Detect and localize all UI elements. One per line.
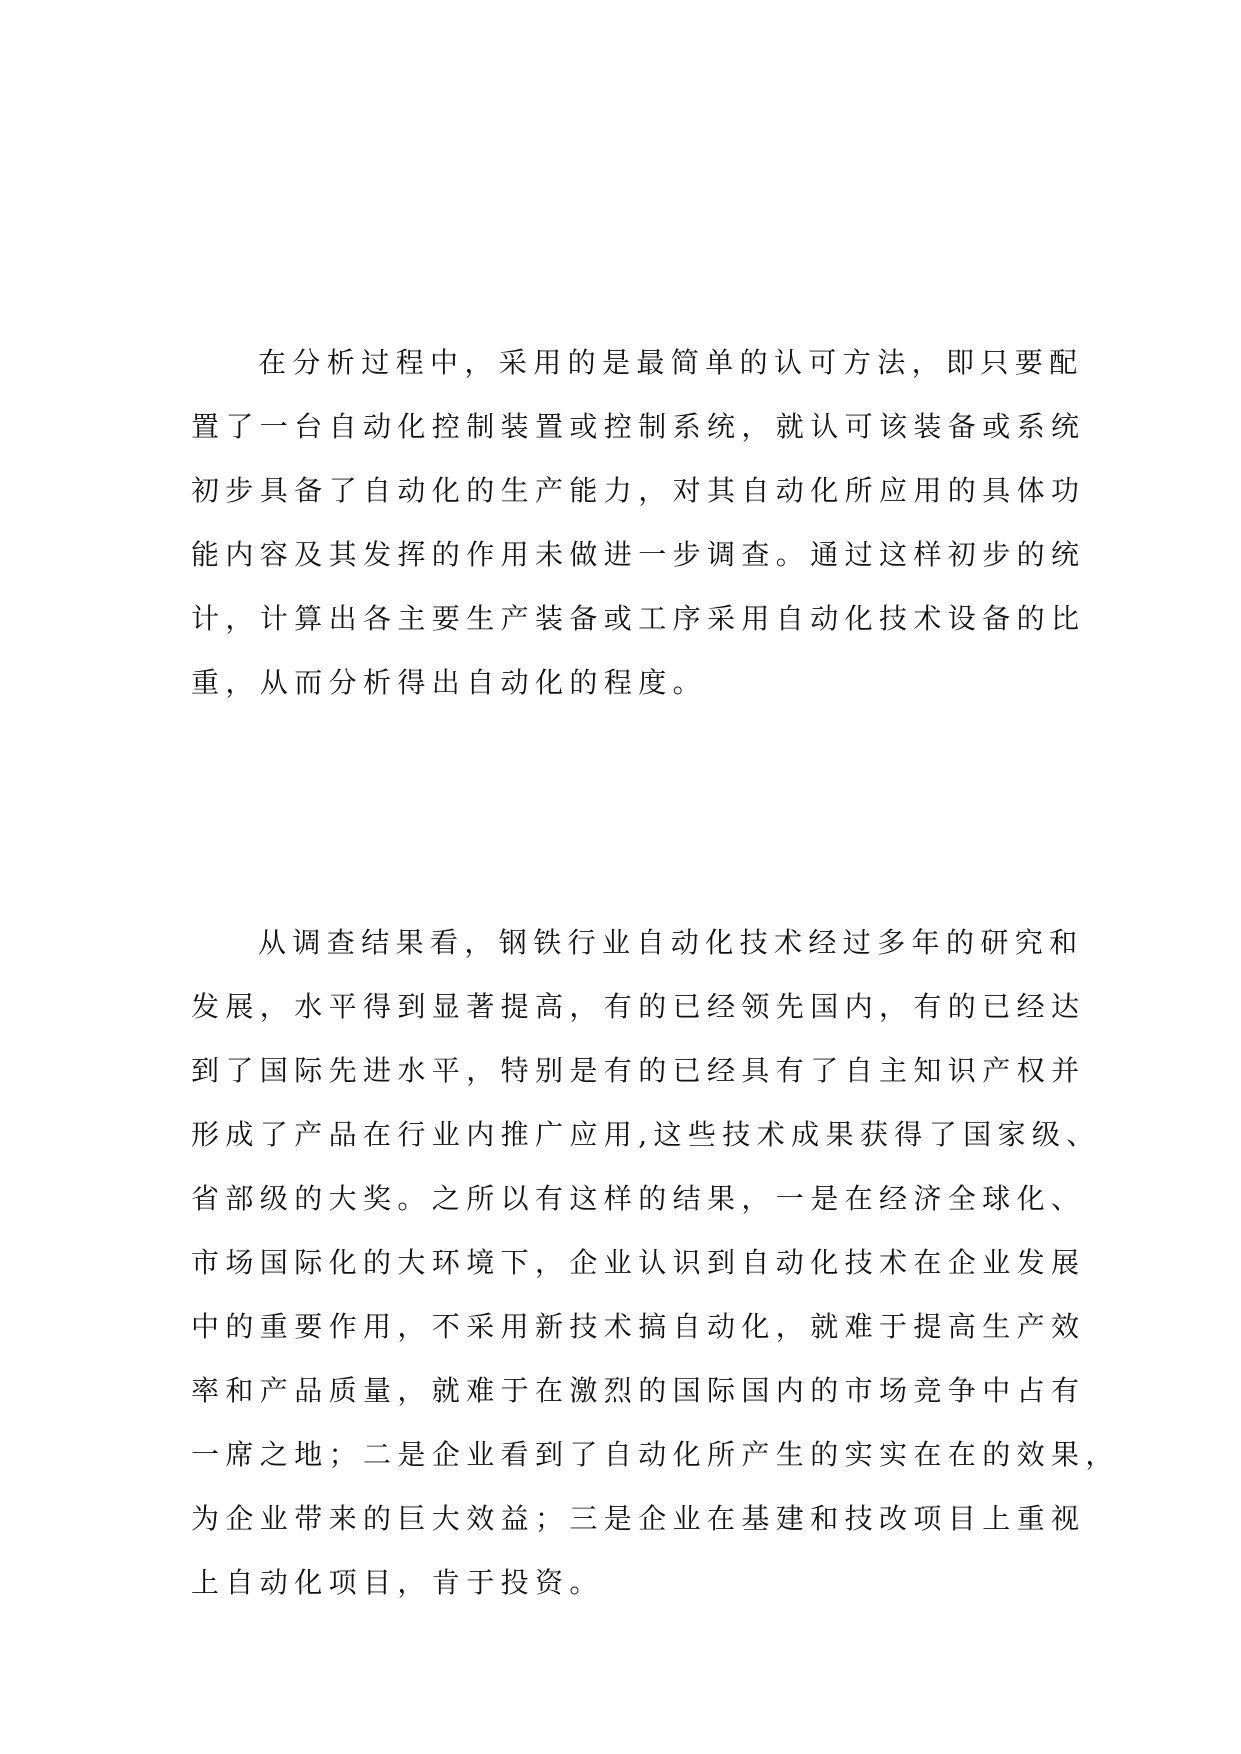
text-line: 能内容及其发挥的作用未做进一步调查。通过这样初步的统 — [191, 538, 1086, 571]
text-line: 计，计算出各主要生产装备或工序采用自动化技术设备的比 — [191, 602, 1086, 635]
text-line: 发展，水平得到显著提高，有的已经领先国内，有的已经达 — [191, 990, 1086, 1023]
text-line: 上自动化项目，肯于投资。 — [191, 1566, 604, 1599]
text-line: 从调查结果看，钢铁行业自动化技术经过多年的研究和 — [258, 926, 1084, 959]
text-line: 形成了产品在行业内推广应用,这些技术成果获得了国家级、 — [191, 1118, 1101, 1151]
text-line: 市场国际化的大环境下，企业认识到自动化技术在企业发展 — [191, 1246, 1086, 1279]
text-line: 省部级的大奖。之所以有这样的结果，一是在经济全球化、 — [191, 1182, 1086, 1215]
text-line: 为企业带来的巨大效益；三是企业在基建和技改项目上重视 — [191, 1502, 1086, 1535]
text-line: 一席之地；二是企业看到了自动化所产生的实实在在的效果， — [191, 1438, 1120, 1471]
text-line: 在分析过程中，采用的是最简单的认可方法，即只要配 — [258, 346, 1084, 379]
text-line: 初步具备了自动化的生产能力，对其自动化所应用的具体功 — [191, 474, 1086, 507]
text-line: 置了一台自动化控制装置或控制系统，就认可该装备或系统 — [191, 410, 1086, 443]
text-line: 重，从而分析得出自动化的程度。 — [191, 666, 708, 699]
paragraph-automation-method — [191, 331, 1085, 715]
paragraph-survey-results — [191, 911, 1120, 1615]
text-line: 到了国际先进水平，特别是有的已经具有了自主知识产权并 — [191, 1054, 1086, 1087]
text-line: 率和产品质量，就难于在激烈的国际国内的市场竞争中占有 — [191, 1374, 1086, 1407]
text-line: 中的重要作用，不采用新技术搞自动化，就难于提高生产效 — [191, 1310, 1086, 1343]
